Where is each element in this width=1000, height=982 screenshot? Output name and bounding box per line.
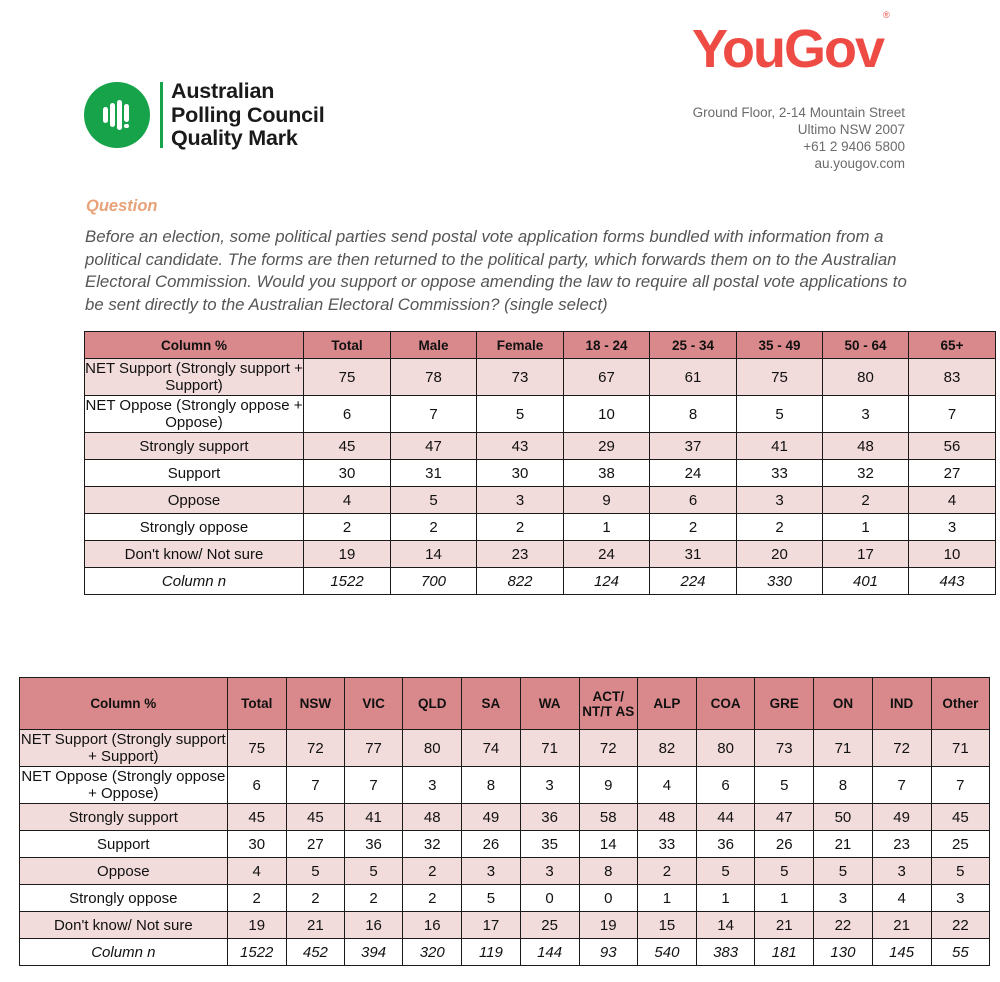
cell-value: 8 [650,396,737,433]
table-row [20,767,990,804]
table-row [20,912,990,939]
cell-value: 3 [477,487,564,514]
cell-value: 5 [286,858,344,885]
table-row [85,568,996,595]
cell-value: 9 [564,487,650,514]
cell-value: 2 [737,514,823,541]
cell-value: 37 [650,433,737,460]
cell-value: 23 [872,831,931,858]
cell-value: 26 [462,831,520,858]
table-row [20,730,990,767]
cell-value: 71 [520,730,579,767]
cell-value: 47 [391,433,477,460]
cell-value: 49 [872,804,931,831]
column-header: Total [304,332,391,359]
cell-value: 8 [462,767,520,804]
column-header: Total [227,678,286,730]
cell-value: 24 [650,460,737,487]
cell-value: 5 [755,858,814,885]
cell-value: 45 [304,433,391,460]
phone-number: +61 2 9406 5800 [803,139,905,154]
cell-value: 1 [637,885,696,912]
cell-value: 4 [304,487,391,514]
cell-value: 5 [462,885,520,912]
column-header-label: Column % [20,678,228,730]
cell-value: 6 [697,767,755,804]
column-header: 25 - 34 [650,332,737,359]
row-label: NET Support (Strongly support + Support) [20,731,226,765]
question-label: Question [86,197,158,215]
cell-value: 394 [344,939,402,966]
cell-value: 75 [227,730,286,767]
column-header: Male [391,332,477,359]
apc-line: Australian [171,79,275,103]
apc-wordmark [171,80,324,151]
cell-value: 50 [814,804,872,831]
cell-value: 3 [520,767,579,804]
cell-value: 540 [637,939,696,966]
cell-value: 2 [227,885,286,912]
cell-value: 8 [579,858,637,885]
cell-value: 10 [909,541,996,568]
column-header: Other [931,678,989,730]
cell-value: 80 [823,359,909,396]
row-label: Oppose [20,858,228,885]
cell-value: 8 [814,767,872,804]
cell-value: 1522 [227,939,286,966]
cell-value: 44 [697,804,755,831]
cell-value: 36 [697,831,755,858]
column-header: 65+ [909,332,996,359]
cell-value: 5 [477,396,564,433]
cell-value: 19 [304,541,391,568]
column-header: IND [872,678,931,730]
address-line: Ultimo NSW 2007 [797,122,905,137]
column-header: 18 - 24 [564,332,650,359]
cell-value: 75 [304,359,391,396]
cell-value: 2 [637,858,696,885]
cell-value: 443 [909,568,996,595]
cell-value: 5 [391,487,477,514]
cell-value: 21 [814,831,872,858]
cell-value: 16 [344,912,402,939]
cell-value: 72 [872,730,931,767]
column-header: COA [697,678,755,730]
cell-value: 19 [579,912,637,939]
cell-value: 26 [755,831,814,858]
cell-value: 75 [737,359,823,396]
table-row [20,939,990,966]
cell-value: 67 [564,359,650,396]
cell-value: 330 [737,568,823,595]
cell-value: 16 [403,912,462,939]
cell-value: 21 [755,912,814,939]
cell-value: 6 [650,487,737,514]
table-header-row [20,678,990,730]
cell-value: 2 [304,514,391,541]
cell-value: 0 [579,885,637,912]
column-header: 35 - 49 [737,332,823,359]
row-label: Support [85,460,304,487]
cell-value: 10 [564,396,650,433]
cell-value: 130 [814,939,872,966]
column-header: WA [520,678,579,730]
cell-value: 22 [814,912,872,939]
cell-value: 124 [564,568,650,595]
cell-value: 2 [403,885,462,912]
cell-value: 1 [755,885,814,912]
cell-value: 27 [909,460,996,487]
cell-value: 31 [391,460,477,487]
cell-value: 3 [520,858,579,885]
cell-value: 48 [637,804,696,831]
results-table-state-party [19,677,990,966]
cell-value: 93 [579,939,637,966]
cell-value: 33 [637,831,696,858]
table-row [85,359,996,396]
cell-value: 30 [304,460,391,487]
cell-value: 5 [697,858,755,885]
cell-value: 320 [403,939,462,966]
cell-value: 2 [344,885,402,912]
cell-value: 73 [477,359,564,396]
cell-value: 9 [579,767,637,804]
apc-line: Quality Mark [171,126,298,150]
cell-value: 119 [462,939,520,966]
website: au.yougov.com [814,156,905,171]
cell-value: 78 [391,359,477,396]
cell-value: 144 [520,939,579,966]
cell-value: 25 [520,912,579,939]
cell-value: 15 [637,912,696,939]
table-row [20,858,990,885]
cell-value: 1 [697,885,755,912]
cell-value: 45 [286,804,344,831]
table-row [85,460,996,487]
cell-value: 3 [403,767,462,804]
registered-mark: ® [883,10,890,20]
cell-value: 74 [462,730,520,767]
cell-value: 383 [697,939,755,966]
row-label: Support [20,831,228,858]
cell-value: 35 [520,831,579,858]
cell-value: 2 [650,514,737,541]
cell-value: 47 [755,804,814,831]
table-row [85,396,996,433]
cell-value: 1 [823,514,909,541]
table-row [20,885,990,912]
cell-value: 73 [755,730,814,767]
column-header: VIC [344,678,402,730]
apc-bars-icon [84,82,150,148]
cell-value: 33 [737,460,823,487]
table-row [20,804,990,831]
cell-value: 2 [403,858,462,885]
cell-value: 41 [344,804,402,831]
row-label: Oppose [85,487,304,514]
cell-value: 7 [872,767,931,804]
apc-bars-icon-svg [97,95,137,135]
cell-value: 83 [909,359,996,396]
cell-value: 1 [564,514,650,541]
cell-value: 5 [814,858,872,885]
cell-value: 145 [872,939,931,966]
cell-value: 6 [227,767,286,804]
cell-value: 45 [227,804,286,831]
apc-divider [160,82,163,148]
cell-value: 2 [391,514,477,541]
table-row [85,514,996,541]
yougov-wordmark: YouGov [692,19,884,79]
cell-value: 14 [697,912,755,939]
column-header: ALP [637,678,696,730]
cell-value: 3 [814,885,872,912]
cell-value: 22 [931,912,989,939]
cell-value: 0 [520,885,579,912]
cell-value: 4 [909,487,996,514]
cell-value: 7 [909,396,996,433]
column-header: GRE [755,678,814,730]
cell-value: 77 [344,730,402,767]
cell-value: 3 [823,396,909,433]
cell-value: 36 [344,831,402,858]
cell-value: 29 [564,433,650,460]
cell-value: 6 [304,396,391,433]
cell-value: 452 [286,939,344,966]
cell-value: 3 [909,514,996,541]
cell-value: 80 [697,730,755,767]
cell-value: 41 [737,433,823,460]
cell-value: 5 [755,767,814,804]
address-line: Ground Floor, 2-14 Mountain Street [692,105,905,120]
cell-value: 24 [564,541,650,568]
cell-value: 5 [931,858,989,885]
cell-value: 17 [462,912,520,939]
cell-value: 3 [872,858,931,885]
apc-quality-mark-logo [84,80,324,151]
row-label: NET Oppose (Strongly oppose + Oppose) [85,397,303,431]
cell-value: 30 [477,460,564,487]
cell-value: 4 [637,767,696,804]
cell-value: 14 [391,541,477,568]
cell-value: 27 [286,831,344,858]
cell-value: 71 [814,730,872,767]
cell-value: 21 [286,912,344,939]
question-text: Before an election, some political parties send postal vote application forms bundled with information from a political candidate. The forms are then returned to the political party, which forwards them on to the Australian Electoral Commission. Would you support or oppose amending the law to require all postal vote applications to be sent directly to the Australian Electoral Commission? (single select) [85,227,907,314]
cell-value: 5 [737,396,823,433]
column-header: ON [814,678,872,730]
cell-value: 3 [931,885,989,912]
column-header: NSW [286,678,344,730]
cell-value: 1522 [304,568,391,595]
row-label: Strongly oppose [20,885,228,912]
cell-value: 45 [931,804,989,831]
row-label: NET Support (Strongly support + Support) [85,360,303,394]
cell-value: 2 [823,487,909,514]
row-label: Don't know/ Not sure [85,541,304,568]
table-row [85,487,996,514]
cell-value: 82 [637,730,696,767]
cell-value: 7 [931,767,989,804]
company-address [693,104,905,172]
column-header: QLD [403,678,462,730]
cell-value: 32 [403,831,462,858]
row-label: Column n [85,568,304,595]
cell-value: 31 [650,541,737,568]
column-header: Female [477,332,564,359]
table-header-row [85,332,996,359]
cell-value: 72 [286,730,344,767]
cell-value: 3 [737,487,823,514]
row-label: NET Oppose (Strongly oppose + Oppose) [21,768,226,802]
results-table-gender-age [84,331,996,595]
column-header: SA [462,678,520,730]
cell-value: 181 [755,939,814,966]
cell-value: 72 [579,730,637,767]
row-label: Column n [20,939,228,966]
cell-value: 55 [931,939,989,966]
table-row [85,433,996,460]
cell-value: 700 [391,568,477,595]
cell-value: 5 [344,858,402,885]
column-header: 50 - 64 [823,332,909,359]
cell-value: 4 [872,885,931,912]
cell-value: 2 [477,514,564,541]
cell-value: 32 [823,460,909,487]
cell-value: 14 [579,831,637,858]
yougov-logo [692,10,890,80]
cell-value: 7 [391,396,477,433]
cell-value: 38 [564,460,650,487]
table-row [20,831,990,858]
cell-value: 17 [823,541,909,568]
cell-value: 80 [403,730,462,767]
row-label: Strongly support [20,804,228,831]
cell-value: 23 [477,541,564,568]
cell-value: 20 [737,541,823,568]
cell-value: 2 [286,885,344,912]
cell-value: 4 [227,858,286,885]
table-row [85,541,996,568]
cell-value: 25 [931,831,989,858]
cell-value: 48 [403,804,462,831]
cell-value: 71 [931,730,989,767]
cell-value: 3 [462,858,520,885]
row-label: Strongly oppose [85,514,304,541]
cell-value: 58 [579,804,637,831]
cell-value: 36 [520,804,579,831]
cell-value: 19 [227,912,286,939]
cell-value: 224 [650,568,737,595]
row-label: Strongly support [85,433,304,460]
cell-value: 48 [823,433,909,460]
row-label: Don't know/ Not sure [20,912,228,939]
apc-line: Polling Council [171,102,325,127]
cell-value: 21 [872,912,931,939]
column-header-label: Column % [85,332,304,359]
cell-value: 822 [477,568,564,595]
cell-value: 401 [823,568,909,595]
cell-value: 43 [477,433,564,460]
cell-value: 61 [650,359,737,396]
cell-value: 7 [286,767,344,804]
cell-value: 7 [344,767,402,804]
column-header: ACT/ NT/T AS [579,678,637,730]
cell-value: 49 [462,804,520,831]
cell-value: 56 [909,433,996,460]
cell-value: 30 [227,831,286,858]
